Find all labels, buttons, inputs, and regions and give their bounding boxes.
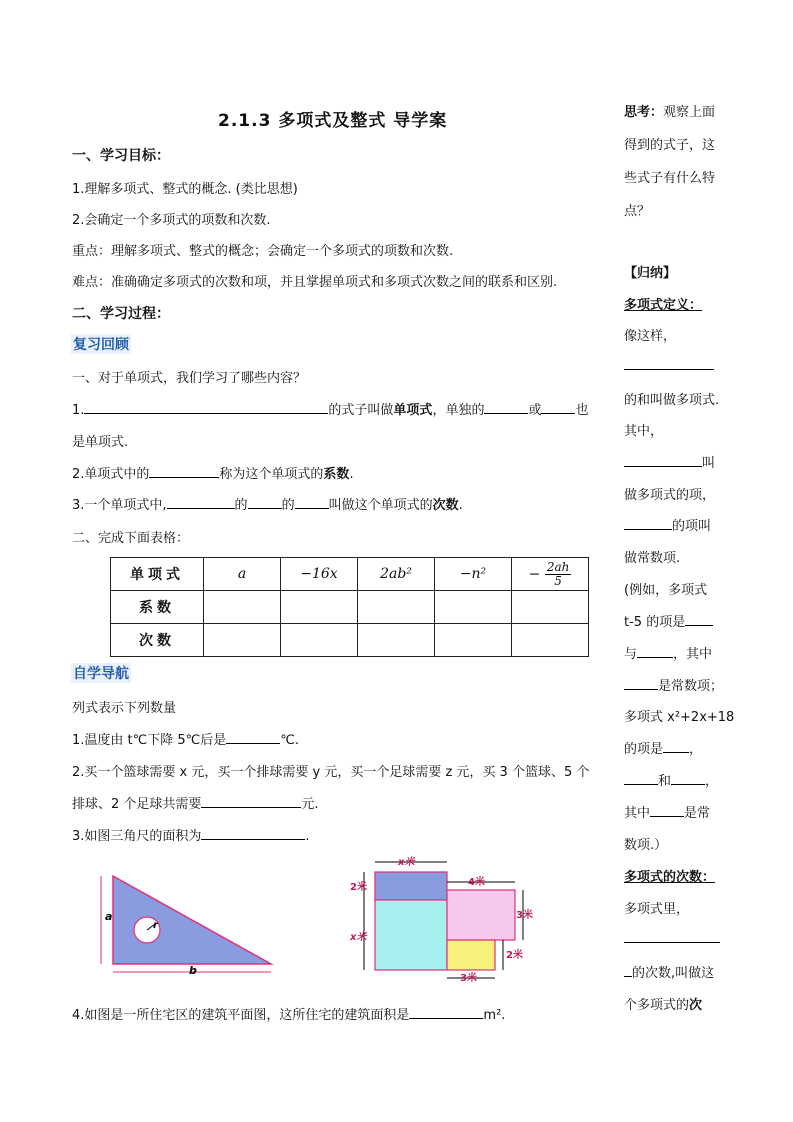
monomial-cell: −16x bbox=[281, 558, 358, 591]
question-1 bbox=[72, 729, 299, 748]
fill-blank[interactable] bbox=[624, 454, 702, 467]
label-3-bottom: 3米 bbox=[460, 973, 477, 984]
term-coefficient: 系数 bbox=[323, 467, 350, 482]
numerator: 2ah bbox=[546, 559, 570, 574]
text: 的次数,叫做这 bbox=[632, 966, 715, 981]
label-2-right: 2米 bbox=[506, 950, 523, 961]
side-line: 其中， bbox=[624, 424, 664, 439]
text: 叫 bbox=[702, 456, 716, 471]
text: ， bbox=[689, 742, 703, 757]
text: 的项是 bbox=[624, 742, 664, 757]
side-blank-line bbox=[624, 930, 720, 947]
answer-cell[interactable] bbox=[204, 624, 281, 657]
answer-cell[interactable] bbox=[281, 591, 358, 624]
fraction bbox=[545, 561, 572, 588]
monomial-cell: 2ab² bbox=[358, 558, 435, 591]
fill-blank[interactable] bbox=[624, 772, 658, 785]
text: 3.一个单项式中, bbox=[72, 498, 167, 513]
table-row bbox=[111, 558, 589, 591]
side-line bbox=[624, 802, 710, 821]
plan-room-top bbox=[375, 872, 447, 900]
term-monomial: 单项式 bbox=[393, 403, 433, 418]
answer-cell[interactable] bbox=[512, 591, 589, 624]
question-4 bbox=[72, 1004, 505, 1023]
term-degree: 次数 bbox=[432, 498, 459, 513]
text: 叫做这个单项式的 bbox=[328, 498, 433, 513]
side-line bbox=[624, 611, 713, 630]
degree-line bbox=[624, 962, 714, 981]
text: 是常 bbox=[684, 806, 711, 821]
plan-room-small bbox=[447, 940, 495, 970]
fill-blank[interactable] bbox=[624, 357, 714, 370]
fill-blank[interactable] bbox=[671, 772, 705, 785]
review-question-1: 一、对于单项式，我们学习了哪些内容？ bbox=[72, 371, 307, 386]
text: . bbox=[458, 498, 463, 513]
table-row bbox=[111, 591, 589, 624]
fill-blank[interactable] bbox=[84, 401, 328, 414]
label-4: 4米 bbox=[468, 877, 485, 888]
review-question-2: 二、完成下面表格： bbox=[72, 531, 190, 546]
text: 和 bbox=[658, 774, 672, 789]
text: 的 bbox=[281, 498, 295, 513]
review-label: 复习回顾 bbox=[71, 334, 131, 354]
text: . bbox=[305, 829, 310, 844]
page-title: 2.1.3 多项式及整式 导学案 bbox=[218, 111, 448, 131]
fill-blank[interactable] bbox=[624, 517, 672, 530]
degree-title: 多项式的次数： bbox=[624, 870, 716, 885]
text: 2.单项式中的 bbox=[72, 467, 150, 482]
side-line: 做多项式的项， bbox=[624, 488, 716, 503]
question-2: 2.买一个篮球需要 x 元，买一个排球需要 y 元，买一个足球需要 z 元，买 3 个篮球、5 个 bbox=[72, 765, 590, 780]
row-header: 单项式 bbox=[111, 558, 204, 591]
definition-title: 多项式定义： bbox=[624, 298, 703, 313]
text: 是常数项； bbox=[658, 679, 724, 694]
plan-room-main bbox=[375, 900, 447, 970]
text: ， bbox=[705, 774, 719, 789]
monomial-cell bbox=[512, 558, 589, 591]
review-line-3 bbox=[72, 494, 463, 513]
answer-cell[interactable] bbox=[358, 624, 435, 657]
text: 称为这个单项式的 bbox=[219, 467, 324, 482]
review-line-2 bbox=[72, 463, 354, 482]
review-line-1 bbox=[72, 399, 588, 418]
self-study-label: 自学导航 bbox=[71, 663, 131, 683]
monomial-cell: −n² bbox=[435, 558, 512, 591]
think-label: 思考： bbox=[624, 105, 664, 120]
side-line: 的和叫做多项式. bbox=[624, 393, 720, 408]
think-line-1 bbox=[624, 101, 715, 120]
process-heading: 二、学习过程： bbox=[72, 306, 170, 322]
text: 与 bbox=[624, 647, 638, 662]
table-row bbox=[111, 624, 589, 657]
side-blank-line bbox=[624, 357, 714, 374]
minus-sign: − bbox=[528, 566, 541, 582]
side-line: 做常数项. bbox=[624, 551, 681, 566]
think-line-3: 些式子有什么特 bbox=[624, 171, 716, 186]
text: 或 bbox=[528, 403, 542, 418]
text: 个多项式的 bbox=[624, 998, 690, 1013]
answer-cell[interactable] bbox=[435, 591, 512, 624]
fill-blank[interactable] bbox=[637, 645, 673, 658]
side-line bbox=[624, 515, 711, 534]
text: 的项叫 bbox=[672, 519, 712, 534]
fill-blank[interactable] bbox=[541, 401, 575, 414]
side-b-label: b bbox=[189, 964, 197, 977]
text: ，单独的 bbox=[432, 403, 485, 418]
text: 其中 bbox=[624, 806, 651, 821]
side-line bbox=[624, 738, 702, 757]
summary-label: 【归纳】 bbox=[624, 266, 677, 281]
text: m². bbox=[483, 1008, 506, 1023]
fill-blank[interactable] bbox=[685, 613, 713, 626]
label-2-left: 2米 bbox=[350, 882, 367, 893]
degree-line bbox=[624, 994, 702, 1013]
fill-blank[interactable] bbox=[663, 740, 689, 753]
side-line bbox=[624, 675, 723, 694]
side-line: 像这样， bbox=[624, 329, 677, 344]
label-x-top: x米 bbox=[398, 857, 415, 868]
triangle-figure bbox=[95, 868, 280, 978]
side-line: 多项式 x²+2x+18 bbox=[624, 710, 735, 725]
key-point: 重点：理解多项式、整式的概念；会确定一个多项式的项数和次数. bbox=[72, 244, 454, 259]
goal-item-2: 2.会确定一个多项式的项数和次数. bbox=[72, 213, 271, 228]
text: 元. bbox=[301, 797, 319, 812]
side-line: (例如，多项式 bbox=[624, 583, 708, 598]
fill-blank[interactable] bbox=[201, 827, 305, 840]
text: t-5 的项是 bbox=[624, 615, 686, 630]
fill-blank[interactable] bbox=[226, 731, 280, 744]
text: 次 bbox=[689, 998, 703, 1013]
think-line-2: 得到的式子，这 bbox=[624, 138, 716, 153]
answer-cell[interactable] bbox=[204, 591, 281, 624]
fill-blank[interactable] bbox=[484, 401, 528, 414]
fill-blank[interactable] bbox=[624, 930, 720, 943]
text: 4.如图是一所住宅区的建筑平面图，这所住宅的建筑面积是 bbox=[72, 1008, 410, 1023]
answer-cell[interactable] bbox=[358, 591, 435, 624]
review-line-1b: 是单项式. bbox=[72, 435, 129, 450]
row-header: 系数 bbox=[111, 591, 204, 624]
difficulty: 难点：准确确定多项式的次数和项，并且掌握单项式和多项式次数之间的联系和区别. bbox=[72, 275, 558, 290]
goal-item-1: 1.理解多项式、整式的概念. (类比思想) bbox=[72, 182, 298, 197]
text: ，其中 bbox=[673, 647, 713, 662]
goals-heading: 一、学习目标： bbox=[72, 148, 170, 164]
text: 也 bbox=[575, 403, 589, 418]
fill-blank[interactable] bbox=[248, 496, 282, 509]
text: 的式子叫做 bbox=[328, 403, 394, 418]
monomial-cell: a bbox=[204, 558, 281, 591]
degree-line: 多项式里， bbox=[624, 902, 690, 917]
text: 排球、2 个足球共需要 bbox=[72, 797, 202, 812]
side-line bbox=[624, 770, 718, 789]
side-line bbox=[624, 643, 712, 662]
radius-label: r bbox=[153, 920, 158, 931]
text: ℃. bbox=[280, 733, 299, 748]
fill-blank[interactable] bbox=[409, 1006, 483, 1019]
text: 的 bbox=[234, 498, 248, 513]
answer-cell[interactable] bbox=[435, 624, 512, 657]
denominator: 5 bbox=[554, 573, 562, 588]
fill-blank[interactable] bbox=[201, 795, 301, 808]
answer-cell[interactable] bbox=[512, 624, 589, 657]
fill-blank[interactable] bbox=[167, 496, 235, 509]
answer-cell[interactable] bbox=[281, 624, 358, 657]
question-2b bbox=[72, 793, 319, 812]
text: 1.温度由 t℃下降 5℃后是 bbox=[72, 733, 227, 748]
row-header: 次数 bbox=[111, 624, 204, 657]
text: . bbox=[349, 467, 354, 482]
fill-blank[interactable] bbox=[650, 804, 684, 817]
fill-blank[interactable] bbox=[624, 677, 658, 690]
monomial-table bbox=[110, 557, 589, 657]
fill-blank[interactable] bbox=[295, 496, 329, 509]
floor-plan-figure bbox=[350, 852, 540, 984]
fill-blank[interactable] bbox=[624, 964, 632, 977]
side-a-label: a bbox=[105, 910, 113, 923]
side-line: 数项.） bbox=[624, 838, 668, 853]
text: 3.如图三角尺的面积为 bbox=[72, 829, 202, 844]
plan-room-right bbox=[447, 890, 515, 940]
self-study-intro: 列式表示下列数量 bbox=[72, 701, 177, 716]
triangle-shape bbox=[113, 876, 271, 964]
side-line bbox=[624, 452, 715, 471]
text: 观察上面 bbox=[663, 105, 716, 120]
label-3-right: 3米 bbox=[516, 910, 533, 921]
think-line-4: 点？ bbox=[624, 204, 651, 219]
question-3 bbox=[72, 825, 310, 844]
label-x-left: x米 bbox=[350, 932, 367, 943]
text: 1. bbox=[72, 403, 85, 418]
fill-blank[interactable] bbox=[149, 465, 219, 478]
